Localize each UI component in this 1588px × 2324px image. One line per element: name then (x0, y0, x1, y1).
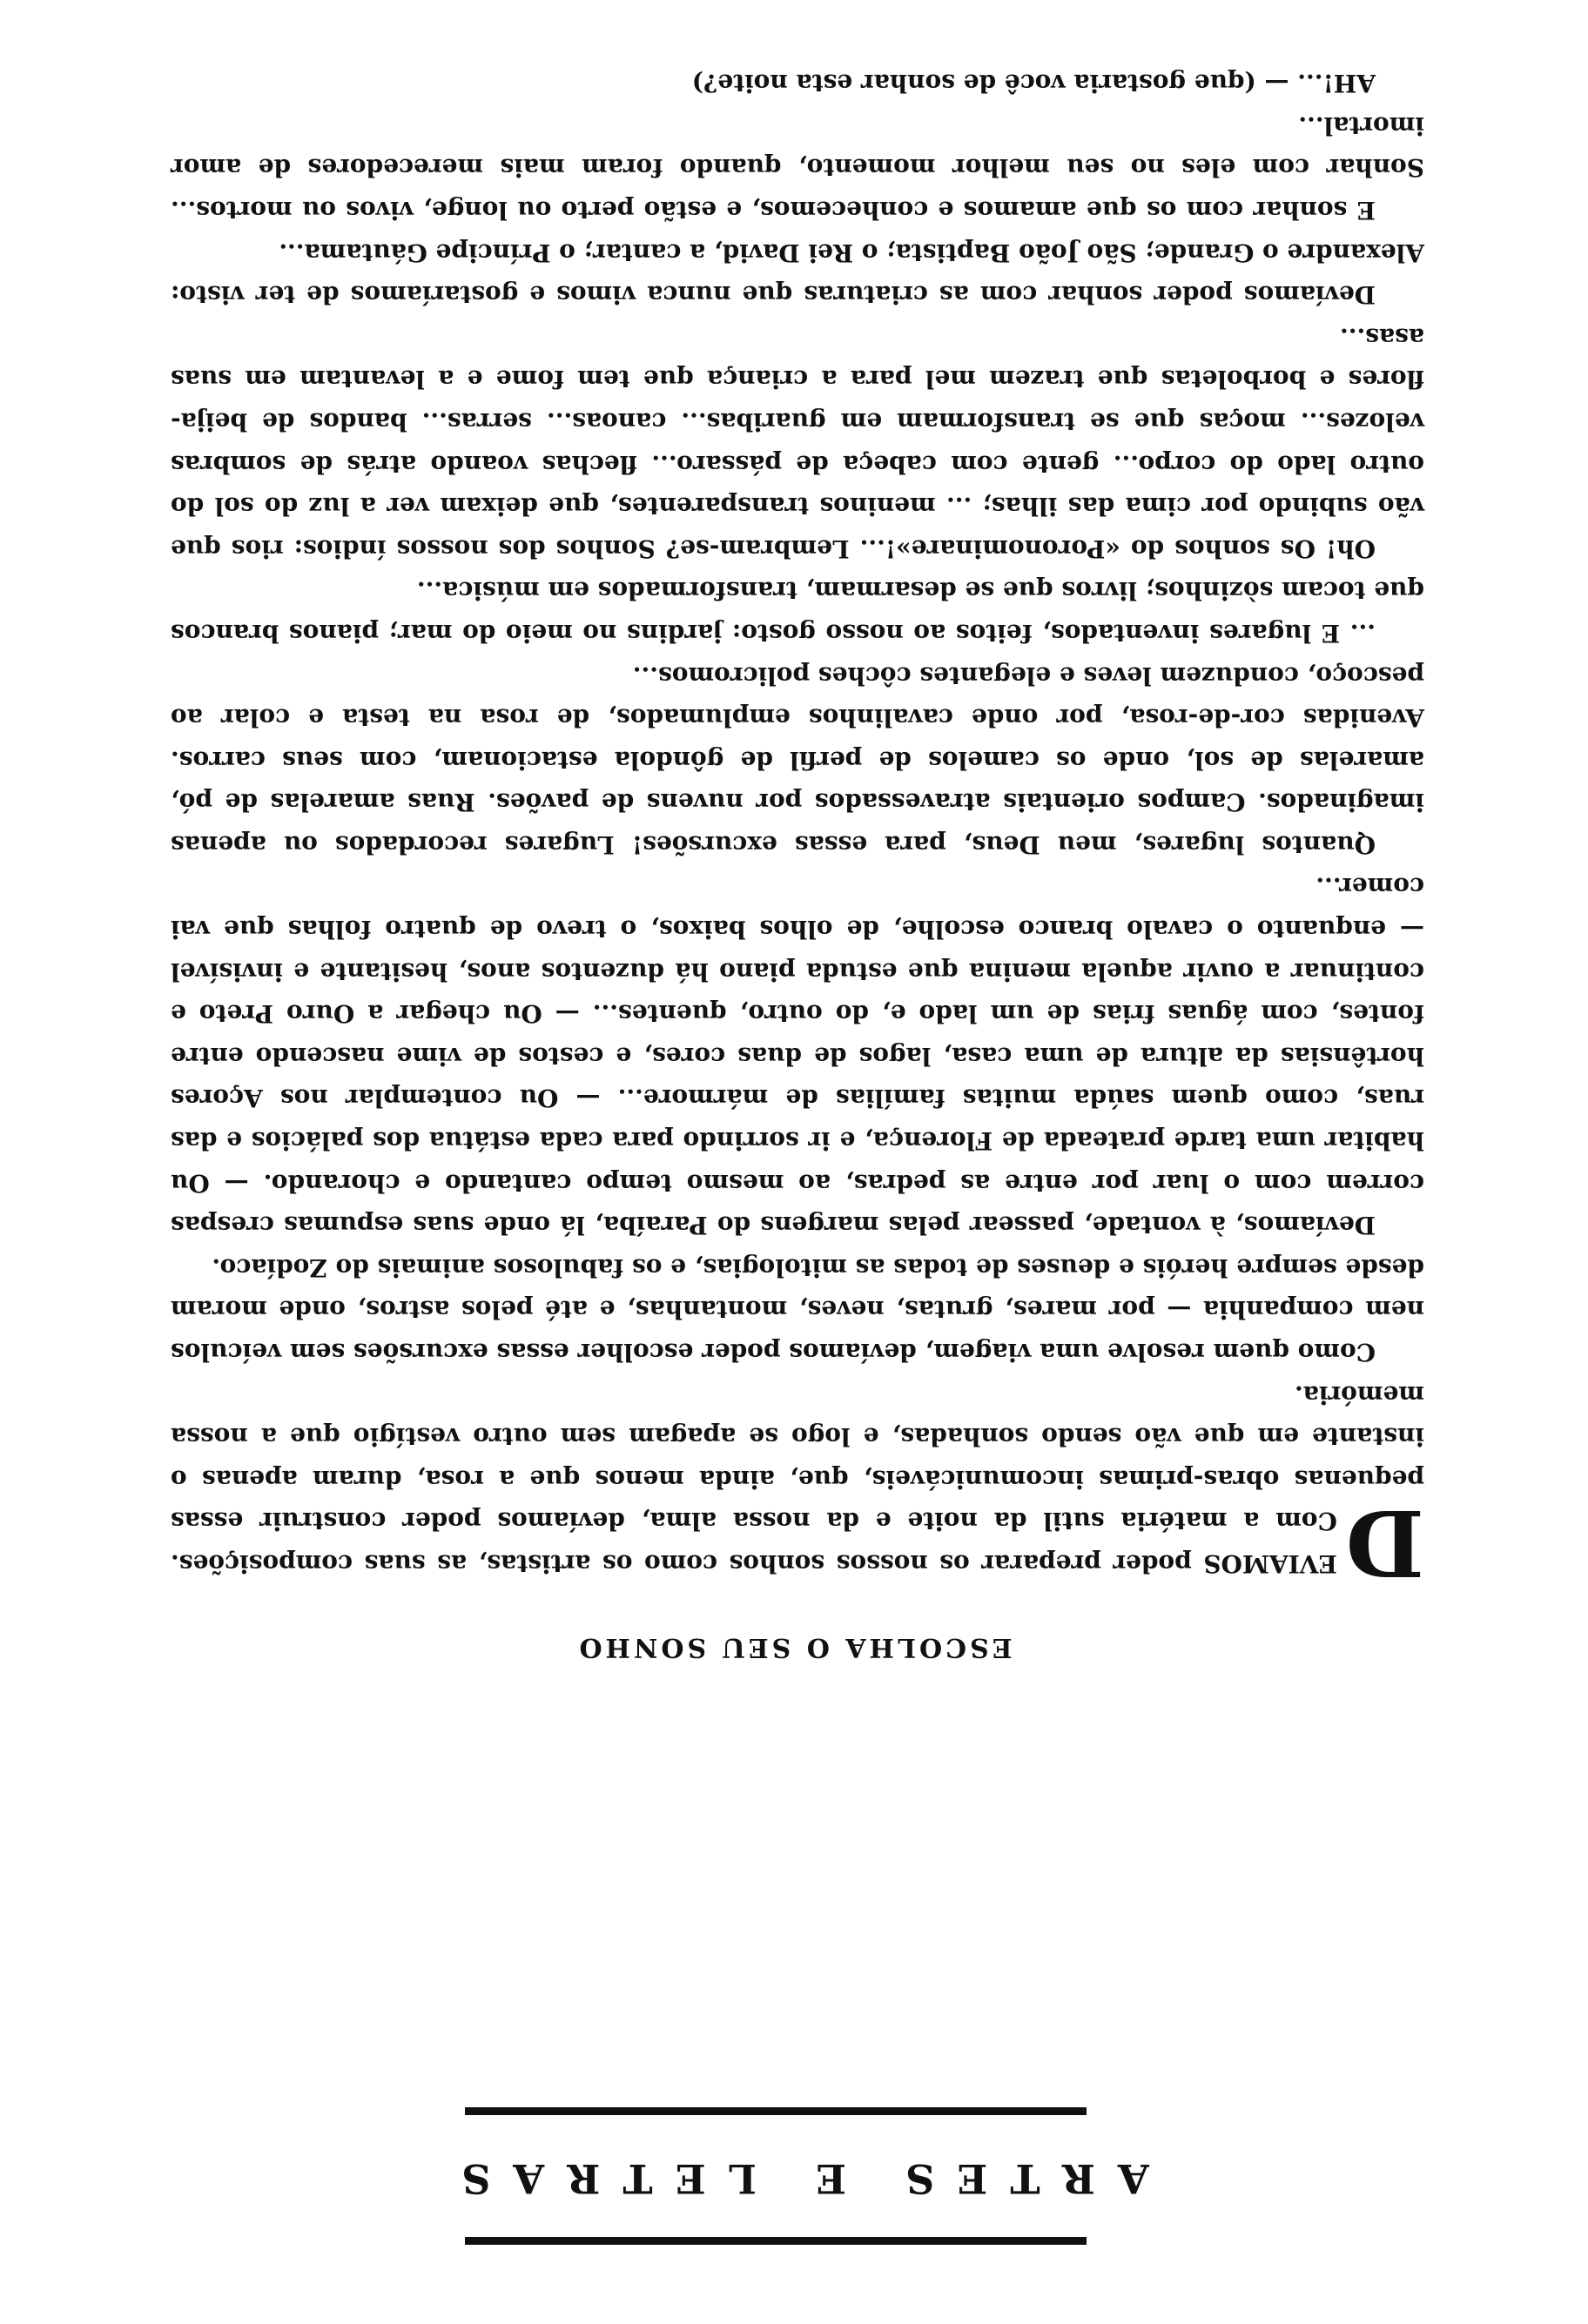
drop-cap: D (1345, 1489, 1424, 1596)
paragraph-4: Quantos lugares, meu Deus, para essas excursões! Lugares recordados ou apenas imaginados. Campos orientais atravessados por nuvens de pavões. Ruas amarelas de pó, amarelas de sol, onde os camelos de perfil de gôndola estacionam, com seus carros. Avenidas cor-de-rosa, por onde cavalinhos emplumados, de rosa na testa e colar ao pescoço, conduzem leves e elegantes côches policromos... (171, 661, 1424, 859)
bottom-rule (465, 2107, 1087, 2115)
closing-line: AH!... — (que gostaria você de sonhar esta noite?) (691, 69, 1376, 98)
lead-word: EVIAMOS (1203, 1549, 1337, 1578)
paragraph-6: Oh! Os sonhos do «Poronominare»!... Lembram-se? Sonhos dos nossos índios: rios que vão subindo por cima das ilhas; ... meninos transparentes, que deixam ver a luz do sol do outro lado do corpo... gente com cabeça de pássaro... flechas voando atrás de sombras velozes... moças que se transformam em guaribas... canoas... serras... bandos de beija-flores e borboletas que trazem mel para a criança que tem fome e a levantam em suas asas... (171, 322, 1424, 563)
article-title: ESCOLHA O SEU SONHO (575, 1632, 1013, 1662)
paragraph-8: E sonhar com os que amamos e conhecemos, e estão perto ou longe, vivos ou mortos... Sonhar com eles no seu melhor momento, quando foram mais merecedores de amor imortal... (171, 111, 1424, 225)
section-title: ARTES E LETRAS (439, 2155, 1149, 2202)
paragraph-5: ... E lugares inventados, feitos ao nosso gosto: jardins no meio do mar; pianos brancos que tocam sòzinhos; livros que se desarmam, transformados em música... (171, 576, 1424, 648)
paragraph-7: Devíamos poder sonhar com as criaturas que nunca vimos e gostaríamos de ter visto: Alexandre o Grande; São João Baptista; o Rei David, a cantar; o Príncipe Gáutama... (171, 238, 1424, 310)
paragraph-1-text: poder preparar os nossos sonhos como os artistas, as suas composições. Com a matéria sutil da noite e da nossa alma, devíamos poder construir essas pequenas obras-primas incomunicáveis, que, ainda menos que a rosa, duram apenas o instante em que vão sendo sonhadas, e logo se apagam sem outro vestígio que a nossa memória. (170, 1380, 1424, 1578)
top-rule (465, 2237, 1087, 2245)
article-body (170, 62, 1424, 1596)
paragraph-1 (170, 1373, 1424, 1596)
paragraph-2: Como quem resolve uma viagem, devíamos poder escolher essas excursões sem veículos nem companhia — por mares, grutas, neves, montanhas, e até pelos astros, onde moram desde sempre heróis e deuses de todas as mitologias, e os fabulosos animais do Zodíaco. (171, 1253, 1424, 1367)
paragraph-3: Devíamos, à vontade, passear pelas margens do Paraíba, lá onde suas espumas crespas correm com o luar por entre as pedras, ao mesmo tempo cantando e chorando. — Ou habitar uma tarde prateada de Florença, e ir sorrindo para cada estátua dos palácios e das ruas, como quem saúda muitas famílias de mármore... — Ou contemplar nos Açores hortênsias da altura de uma casa, lagos de duas cores, e cestos de vime nascendo entre fontes, com águas frias de um lado e, do outro, quentes... — Ou chegar a Ouro Preto e continuar a ouvir aquela menina que estuda piano há duzentos anos, hesitante e invisível — enquanto o cavalo branco escolhe, de olhos baixos, o trevo de quatro folhas que vai comer... (171, 872, 1424, 1240)
